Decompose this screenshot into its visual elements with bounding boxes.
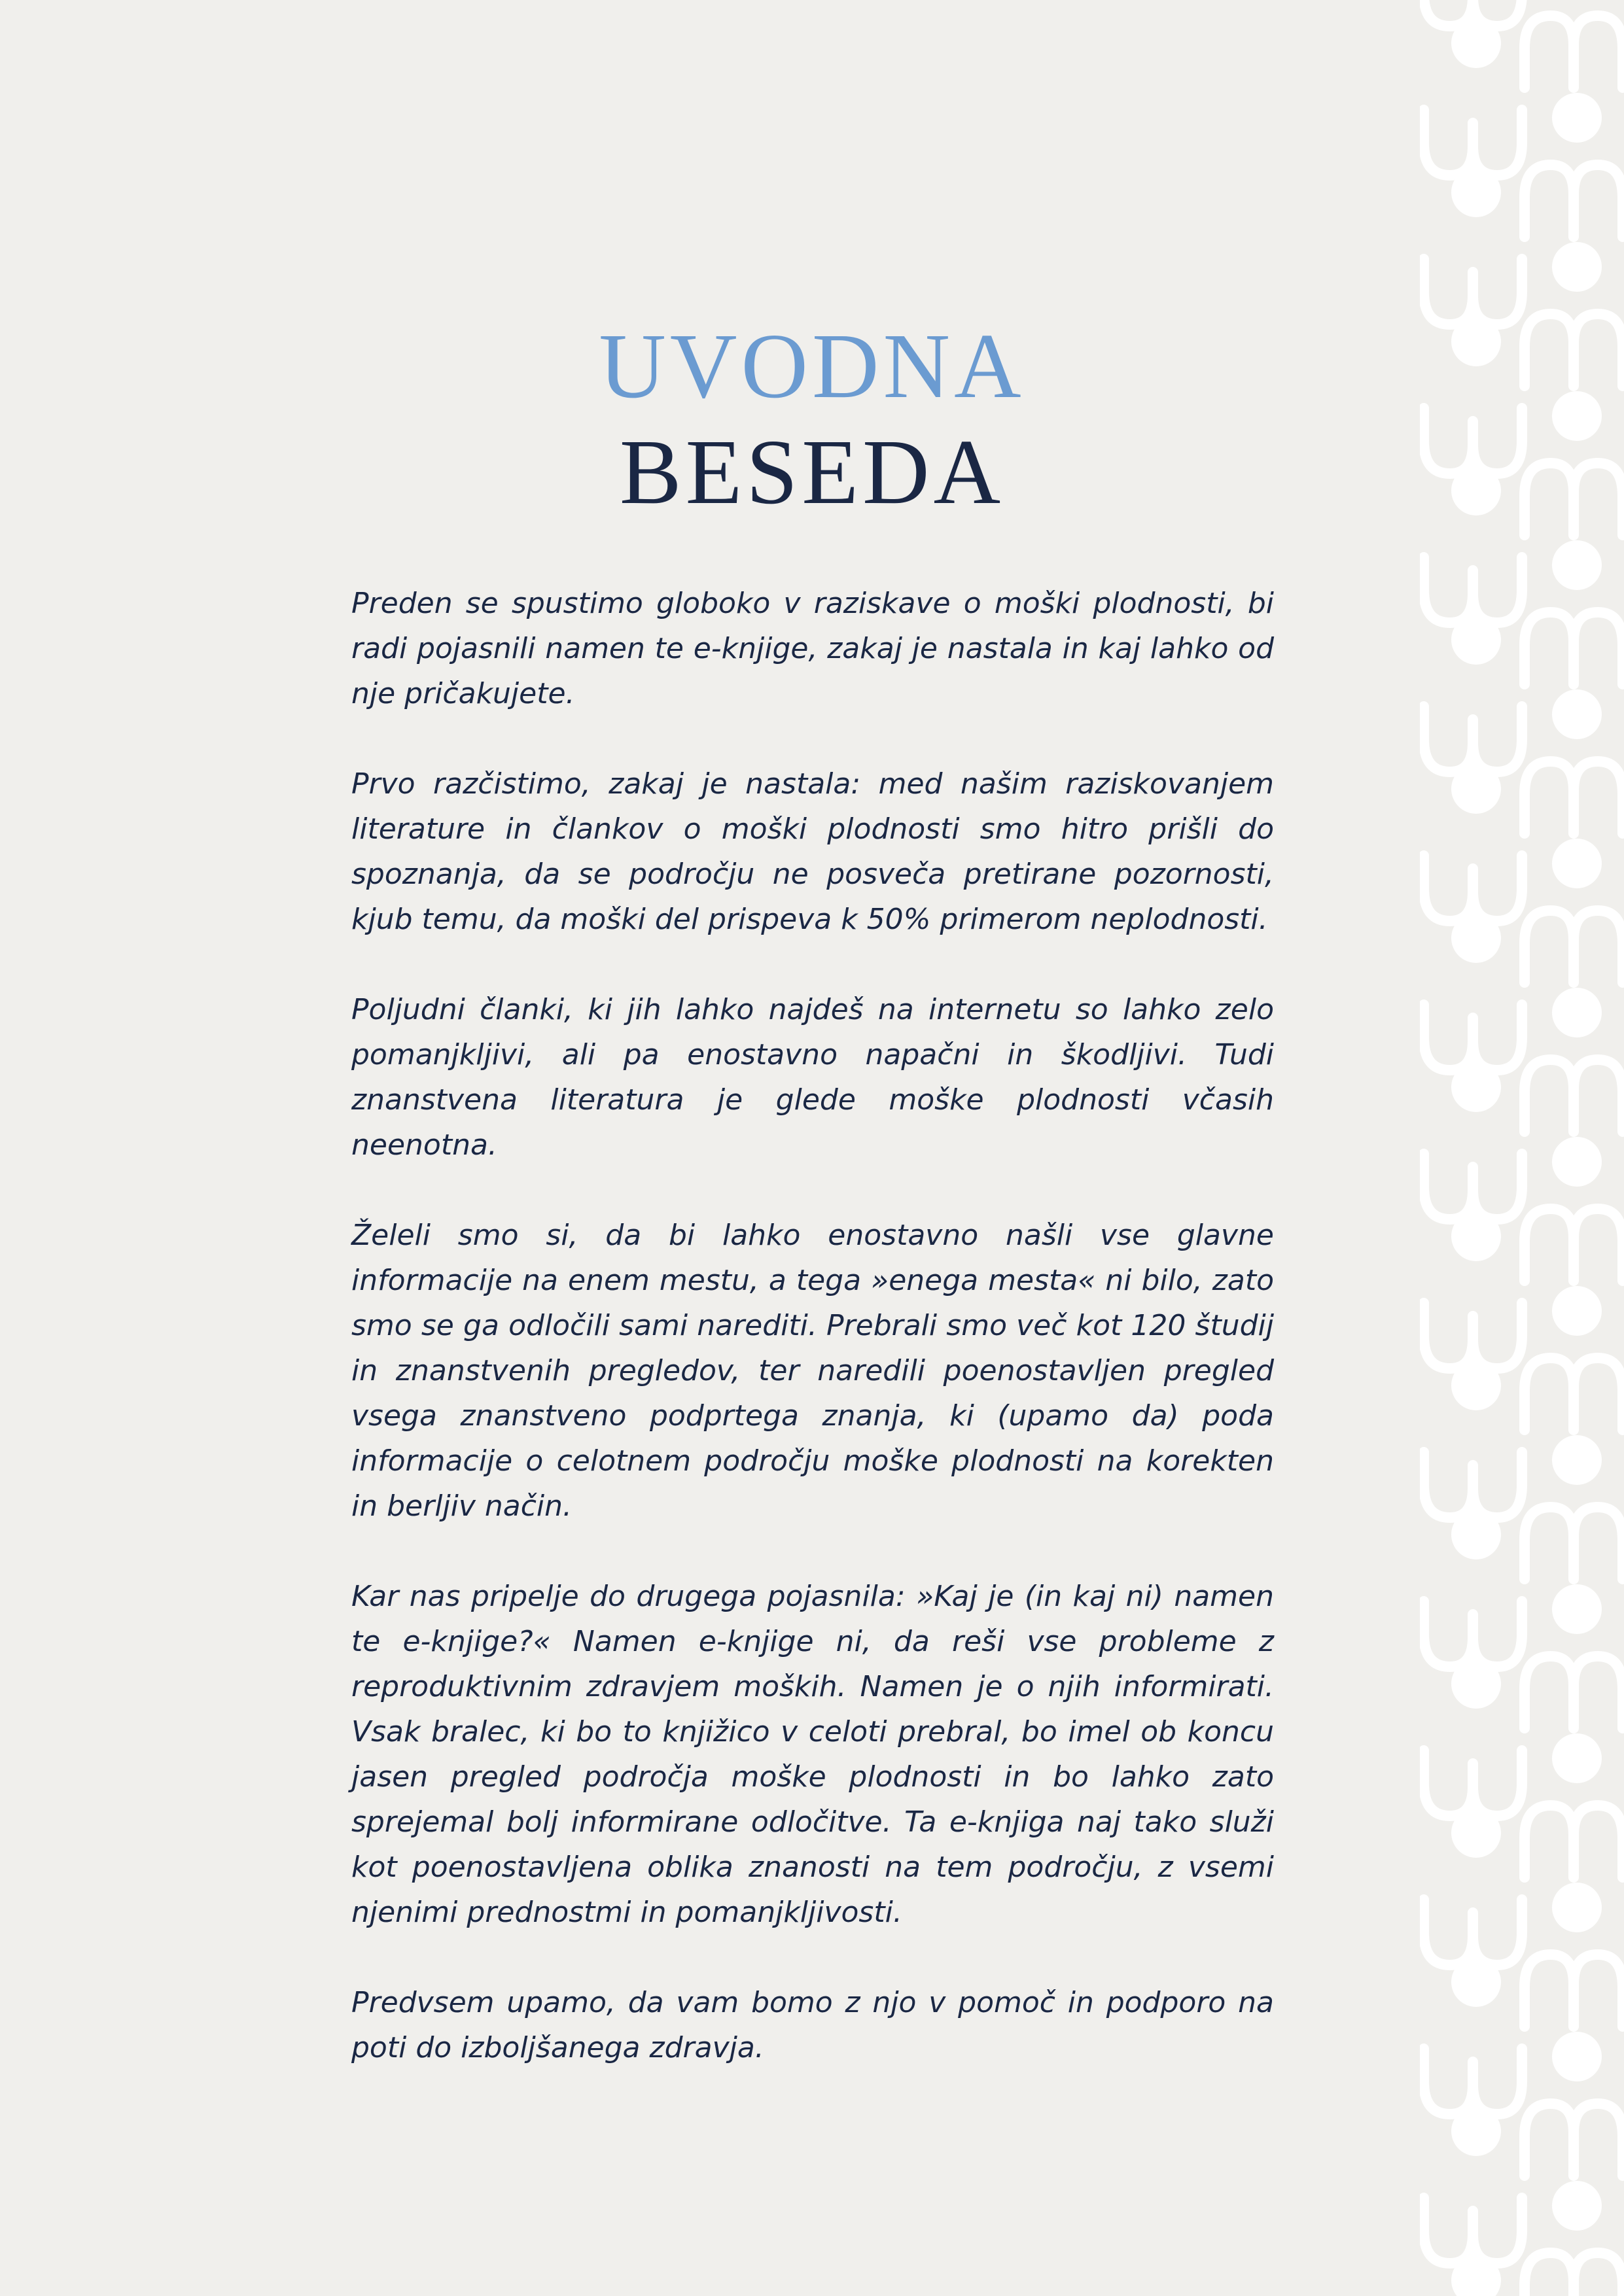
w-glyph-icon <box>1424 1601 1522 1667</box>
dot-icon <box>1451 167 1501 217</box>
w-glyph-icon <box>1424 2198 1522 2263</box>
dot-icon <box>1552 2032 1602 2081</box>
dot-icon <box>1552 988 1602 1037</box>
m-glyph-icon <box>1525 2104 1623 2176</box>
dot-icon <box>1451 1957 1501 2007</box>
dot-icon <box>1451 1211 1501 1261</box>
m-glyph-icon <box>1525 1507 1623 1579</box>
paragraph: Želeli smo si, da bi lahko enostavno našli vse glavne informacije na enem mestu, a tega »enega mesta« ni bilo, zato smo se ga odločili sami narediti. Prebrali smo več kot 120 študij in znanstvenih pregledov, ter naredili poenostavljen pregled vsega znanstveno podprtega znanja, ki (upamo da) poda informacije o celotnem področju moške plodnosti na korekten in berljiv način. <box>351 1219 1274 1523</box>
m-glyph-icon <box>1525 1060 1623 1132</box>
dot-icon <box>1451 2106 1501 2156</box>
w-glyph-icon <box>1424 1005 1522 1070</box>
heading-line-1: UVODNA <box>599 314 1025 417</box>
m-glyph-icon <box>1525 1209 1623 1281</box>
dot-icon <box>1451 1659 1501 1709</box>
w-glyph-icon <box>1424 1900 1522 1965</box>
dot-icon <box>1451 1808 1501 1858</box>
dot-icon <box>1451 1510 1501 1559</box>
dot-icon <box>1552 1286 1602 1336</box>
dot-icon <box>1552 689 1602 739</box>
dot-icon <box>1552 540 1602 590</box>
w-glyph-icon <box>1424 259 1522 324</box>
dot-icon <box>1552 93 1602 143</box>
m-glyph-icon <box>1525 16 1623 88</box>
w-glyph-icon <box>1424 2049 1522 2114</box>
m-glyph-icon <box>1525 911 1623 983</box>
dot-icon <box>1552 242 1602 292</box>
paragraph: Preden se spustimo globoko v raziskave o moški plodnosti, bi radi pojasnili namen te e-knjige, zakaj je nastala in kaj lahko od nje pričakujete. <box>351 587 1274 710</box>
dot-icon <box>1552 1584 1602 1634</box>
dot-icon <box>1451 913 1501 963</box>
w-glyph-icon <box>1424 706 1522 772</box>
m-glyph-icon <box>1525 761 1623 833</box>
m-glyph-icon <box>1525 1358 1623 1430</box>
heading-line-2: BESEDA <box>619 420 1005 523</box>
dot-icon <box>1552 1883 1602 1932</box>
paragraph: Kar nas pripelje do drugega pojasnila: »Kaj je (in kaj ni) namen te e-knjige?« Namen e-knjige ni, da reši vse probleme z reproduktivnim zdravjem moških. Namen je o njih informirati. Vsak bralec, ki bo to knjižico v celoti prebral, bo imel ob koncu jasen pregled področja moške plodnosti in bo lahko zato sprejemal bolj informirane odločitve. Ta e-knjiga naj tako služi kot poenostavljena oblika znanosti na tem področju, z vsemi njenimi prednostmi in pomanjkljivosti. <box>351 1580 1274 1929</box>
dot-icon <box>1451 18 1501 68</box>
w-glyph-icon <box>1424 856 1522 921</box>
dot-icon <box>1552 1435 1602 1485</box>
paragraph: Prvo razčistimo, zakaj je nastala: med našim raziskovanjem literature in člankov o moški plodnosti smo hitro prišli do spoznanja, da se področju ne posveča pretirane pozornosti, kjub temu, da moški del prispeva k 50% primerom neplodnosti. <box>351 767 1274 936</box>
m-glyph-icon <box>1525 165 1623 237</box>
m-glyph-icon <box>1525 1955 1623 2026</box>
w-glyph-icon <box>1424 1303 1522 1368</box>
w-glyph-icon <box>1424 1750 1522 1816</box>
dot-icon <box>1552 2181 1602 2231</box>
dot-icon <box>1451 1361 1501 1410</box>
dot-icon <box>1552 839 1602 888</box>
paragraph: Poljudni članki, ki jih lahko najdeš na internetu so lahko zelo pomanjkljivi, ali pa enostavno napačni in škodljivi. Tudi znanstvena literatura je glede moške plodnosti včasih neenotna. <box>351 993 1274 1162</box>
w-glyph-icon <box>1424 1154 1522 1219</box>
w-glyph-icon <box>1424 557 1522 623</box>
dot-icon <box>1552 1137 1602 1187</box>
m-glyph-icon <box>1525 612 1623 684</box>
m-glyph-icon <box>1525 1656 1623 1728</box>
dot-icon <box>1451 1062 1501 1112</box>
m-glyph-icon <box>1525 2253 1623 2296</box>
w-glyph-icon <box>1424 110 1522 175</box>
w-glyph-icon <box>1424 1452 1522 1518</box>
dot-icon <box>1451 615 1501 665</box>
m-glyph-icon <box>1525 1805 1623 1877</box>
paragraph: Predvsem upamo, da vam bomo z njo v pomoč in podporo na poti do izboljšanega zdravja. <box>351 1986 1274 2064</box>
dot-icon <box>1451 764 1501 814</box>
dot-icon <box>1552 1733 1602 1783</box>
intro-body <box>351 581 1274 2070</box>
